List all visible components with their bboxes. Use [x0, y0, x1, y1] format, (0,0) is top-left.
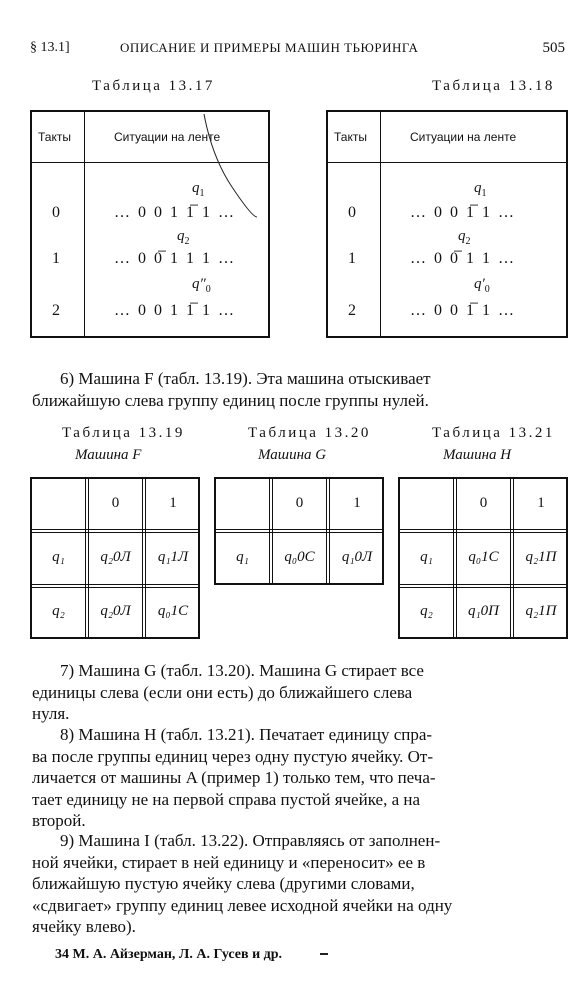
- tick-value: 0: [52, 204, 60, 221]
- col-header: 1: [169, 495, 177, 511]
- table-caption: Таблица 13.20: [248, 425, 371, 441]
- col-header-situations: Ситуации на ленте: [410, 130, 517, 144]
- state-label: $q_2$: [177, 228, 190, 247]
- tape-situation: … 0 0 1 1̅ 1 …: [114, 204, 236, 221]
- tape-situation: … 0 0̅ 1 1 1 …: [114, 250, 236, 267]
- section-number: § 13.1]: [30, 40, 70, 55]
- state-label: $q''_0$: [192, 276, 211, 295]
- page-number: 505: [542, 40, 565, 56]
- tick-value: 2: [348, 302, 356, 319]
- paragraph-7: 7) Машина G (табл. 13.20). Машина G стирает все единицы слева (если они есть) до ближайшего слева нуля.: [32, 661, 424, 723]
- instruction-cell: q₂0Л: [100, 549, 131, 565]
- paragraph-9: 9) Машина I (табл. 13.22). Отправляясь от заполнен- ной ячейки, стирает в ней единицу и «переносит» ее в ближайшую пустую ячейку слева (другими словами, «сдвигает» группу единиц левее исходной ячейки на одну ячейку влево).: [32, 831, 453, 936]
- col-header-situations: Ситуации на ленте: [114, 130, 221, 144]
- state-cell: q₂: [420, 603, 433, 619]
- col-header: 1: [353, 495, 361, 511]
- tick-value: 1: [52, 250, 60, 267]
- tick-value: 1: [348, 250, 356, 267]
- instruction-cell: q₂1П: [525, 603, 557, 619]
- col-header-ticks: Такты: [38, 130, 71, 144]
- machine-table-F: [30, 477, 200, 639]
- instruction-cell: q₂1П: [525, 549, 557, 565]
- instruction-cell: q₀1С: [157, 603, 189, 619]
- machine-table-G: [214, 477, 384, 585]
- tape-situation: … 0 0̅ 1 1 …: [410, 250, 516, 267]
- paragraph-6: 6) Машина F (табл. 13.19). Эта машина отыскивает ближайшую слева группу единиц после группы нулей.: [32, 369, 431, 410]
- state-cell: q₁: [52, 549, 65, 565]
- tape-table-13-18: [326, 110, 568, 338]
- state-cell: q₁: [420, 549, 433, 565]
- col-header: 0: [295, 495, 304, 511]
- col-header: 0: [111, 495, 120, 511]
- instruction-cell: q₁0Л: [341, 549, 373, 565]
- table-subtitle: Машина H: [443, 447, 512, 463]
- instruction-cell: q₁0П: [467, 603, 500, 619]
- table-subtitle: Машина F: [75, 447, 142, 463]
- table-subtitle: Машина G: [258, 447, 327, 463]
- tape-situation: … 0 0 1 1̅ 1 …: [114, 302, 236, 319]
- state-label: $q_1$: [192, 180, 205, 199]
- col-header-ticks: Такты: [334, 130, 367, 144]
- state-label: $q_2$: [458, 228, 471, 247]
- paragraph-8: 8) Машина H (табл. 13.21). Печатает единицу спра- ва после группы единиц через одну пустую ячейку. От- личается от машины A (пример 1) только тем, что печа- тает единицу не на первой справа пустой ячейке, а на второй.: [32, 725, 436, 830]
- instruction-cell: q₂0Л: [100, 603, 131, 619]
- machine-table-H: [398, 477, 568, 639]
- tick-value: 2: [52, 302, 60, 319]
- col-header: 1: [537, 495, 545, 511]
- state-label: $q'_0$: [474, 276, 490, 295]
- signature-footer: 34 М. А. Айзерман, Л. А. Гусев и др.: [55, 947, 283, 962]
- instruction-cell: q₀1С: [468, 549, 499, 565]
- pen-mark: [320, 953, 328, 955]
- state-cell: q₂: [52, 603, 65, 619]
- table-caption: Таблица 13.19: [62, 425, 185, 441]
- state-cell: q₁: [236, 549, 249, 565]
- tick-value: 0: [348, 204, 356, 221]
- pen-mark: [202, 112, 262, 222]
- tape-situation: … 0 0 1̅ 1 …: [410, 302, 516, 319]
- tape-table-13-17: [30, 110, 270, 338]
- col-header: 0: [479, 495, 488, 511]
- table-caption: Таблица 13.21: [432, 425, 555, 441]
- state-label: $q_1$: [474, 180, 487, 199]
- table-caption: Таблица 13.18: [432, 78, 555, 94]
- instruction-cell: q₁1Л: [157, 549, 189, 565]
- tape-situation: … 0 0 1̅ 1 …: [410, 204, 516, 221]
- table-caption: Таблица 13.17: [92, 78, 215, 94]
- running-title: ОПИСАНИЕ И ПРИМЕРЫ МАШИН ТЬЮРИНГА: [120, 40, 419, 55]
- instruction-cell: q₀0С: [284, 549, 315, 565]
